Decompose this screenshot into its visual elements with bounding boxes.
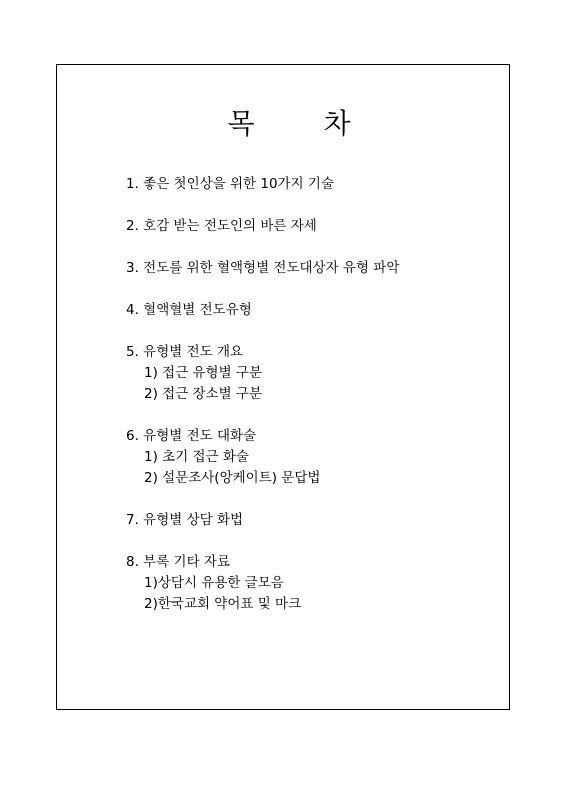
toc-heading: 4. 혈액혈별 전도유형: [126, 302, 252, 318]
toc-sub-item: 1) 접근 유형별 구분: [144, 365, 263, 381]
toc-section-5: [126, 342, 496, 405]
toc-section-2: [126, 216, 496, 237]
toc-heading: 2. 호감 받는 전도인의 바른 자세: [126, 218, 317, 234]
toc-section-8: [126, 552, 496, 615]
toc-heading: 7. 유형별 상담 화법: [126, 512, 244, 528]
toc-sub-item: 2) 접근 장소별 구분: [144, 386, 263, 402]
toc-sub-item: 1) 초기 접근 화술: [144, 449, 249, 465]
toc-sub-item: 1)상담시 유용한 글모음: [144, 575, 284, 591]
toc-section-6: [126, 426, 496, 489]
toc-section-7: [126, 510, 496, 531]
toc-section-3: [126, 258, 496, 279]
toc-heading: 1. 좋은 첫인상을 위한 10가지 기술: [126, 176, 335, 192]
page-title: 목 차: [227, 107, 381, 140]
toc-section-4: [126, 300, 496, 321]
toc-sub-item: 2) 설문조사(앙케이트) 문답법: [144, 470, 321, 486]
toc-sub-item: 2)한국교회 약어표 및 마크: [144, 596, 302, 612]
toc-heading: 6. 유형별 전도 대화술: [126, 428, 257, 444]
toc-section-1: [126, 174, 496, 195]
toc-heading: 3. 전도를 위한 혈액형별 전도대상자 유형 파악: [126, 260, 400, 276]
toc-heading: 5. 유형별 전도 개요: [126, 344, 244, 360]
table-of-contents: [126, 174, 496, 636]
toc-heading: 8. 부록 기타 자료: [126, 554, 230, 570]
